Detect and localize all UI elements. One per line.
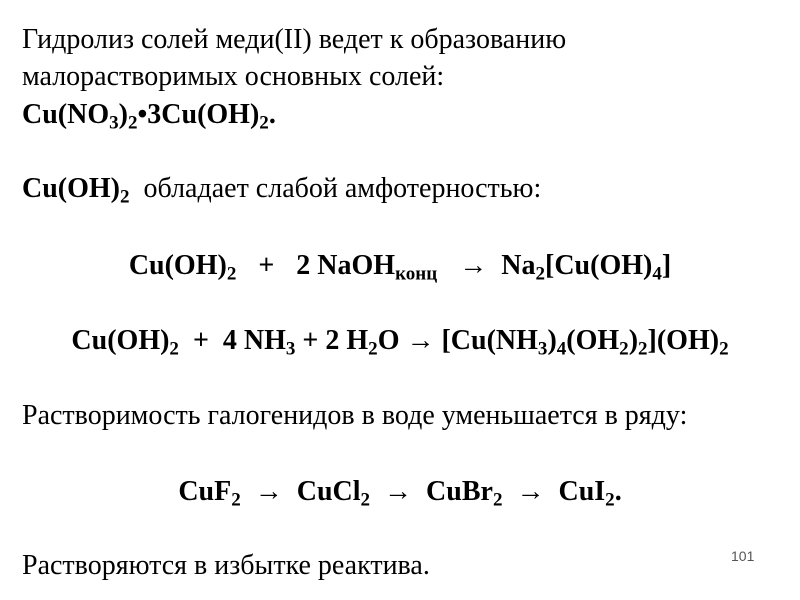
formula-part: .: [268, 99, 276, 130]
formula-part: Cu(NO: [22, 99, 110, 130]
plus-sign: +: [258, 250, 275, 281]
subscript: 4: [652, 263, 662, 285]
halide-series: [0, 476, 800, 511]
formula-part: ](OH): [647, 325, 720, 356]
amphoteric-text: обладает слабой амфотерностью:: [143, 173, 542, 204]
reaction-arrow: →: [459, 250, 488, 281]
reaction-arrow: →: [516, 476, 545, 507]
equation-naoh: [0, 250, 800, 285]
subscript: 2: [605, 489, 615, 511]
subscript: 2: [719, 338, 729, 360]
formula-part: Cu(OH): [128, 250, 227, 281]
formula-part: ]: [661, 250, 672, 281]
formula-part: CuF: [178, 476, 232, 507]
cu-oh2-formula: [22, 173, 130, 208]
formula-part: CuCl: [296, 476, 361, 507]
subscript: 2: [169, 338, 179, 360]
formula-part: CuBr: [426, 476, 493, 507]
formula-part: 2 H: [325, 325, 369, 356]
footer-text: Растворяются в избытке реактива.: [22, 550, 430, 581]
subscript: 2: [638, 338, 648, 360]
reaction-arrow: →: [254, 476, 283, 507]
plus-sign: +: [302, 325, 319, 356]
subscript: 3: [109, 112, 119, 134]
basic-salt-formula: [22, 99, 276, 134]
formula-part: Na: [501, 250, 536, 281]
subscript: 2: [535, 263, 545, 285]
formula-part: ): [547, 325, 557, 356]
formula-part: [Cu(OH): [545, 250, 653, 281]
plus-sign: +: [192, 325, 209, 356]
subscript: 2: [226, 263, 237, 285]
halide-solubility-text: Растворимость галогенидов в воде уменьшается в ряду:: [22, 400, 688, 431]
formula-part: Cu(OH): [71, 325, 170, 356]
formula-part: Cu(OH): [22, 173, 120, 204]
formula-part: (OH: [566, 325, 620, 356]
intro-line-1: Гидролиз солей меди(II) ведет к образованию: [22, 24, 567, 55]
formula-part: O: [377, 325, 400, 356]
formula-part: 2 NaOH: [296, 250, 396, 281]
subscript: 2: [127, 112, 138, 134]
subscript: 2: [259, 112, 269, 134]
subscript: 2: [360, 489, 371, 511]
intro-line-2: малорастворимых основных солей:: [22, 61, 445, 92]
page-number: 101: [731, 548, 755, 564]
formula-part: .: [614, 476, 622, 507]
subscript: 2: [231, 489, 241, 511]
formula-part: CuI: [558, 476, 606, 507]
equation-ammonia: [0, 325, 800, 360]
subscript: 2: [492, 489, 503, 511]
reaction-arrow: →: [406, 325, 435, 356]
formula-part: [Cu(NH: [441, 325, 538, 356]
reaction-arrow: →: [384, 476, 413, 507]
formula-part: ): [118, 99, 128, 130]
subscript: 3: [285, 338, 296, 360]
subscript: конц: [395, 263, 438, 285]
subscript: 2: [368, 338, 378, 360]
formula-part: 4 NH: [222, 325, 286, 356]
subscript: 2: [120, 186, 130, 208]
subscript: 4: [556, 338, 567, 360]
formula-part: •3Cu(OH): [137, 99, 260, 130]
formula-part: ): [628, 325, 639, 356]
subscript: 3: [537, 338, 548, 360]
subscript: 2: [619, 338, 629, 360]
amphoteric-line: [22, 173, 542, 208]
